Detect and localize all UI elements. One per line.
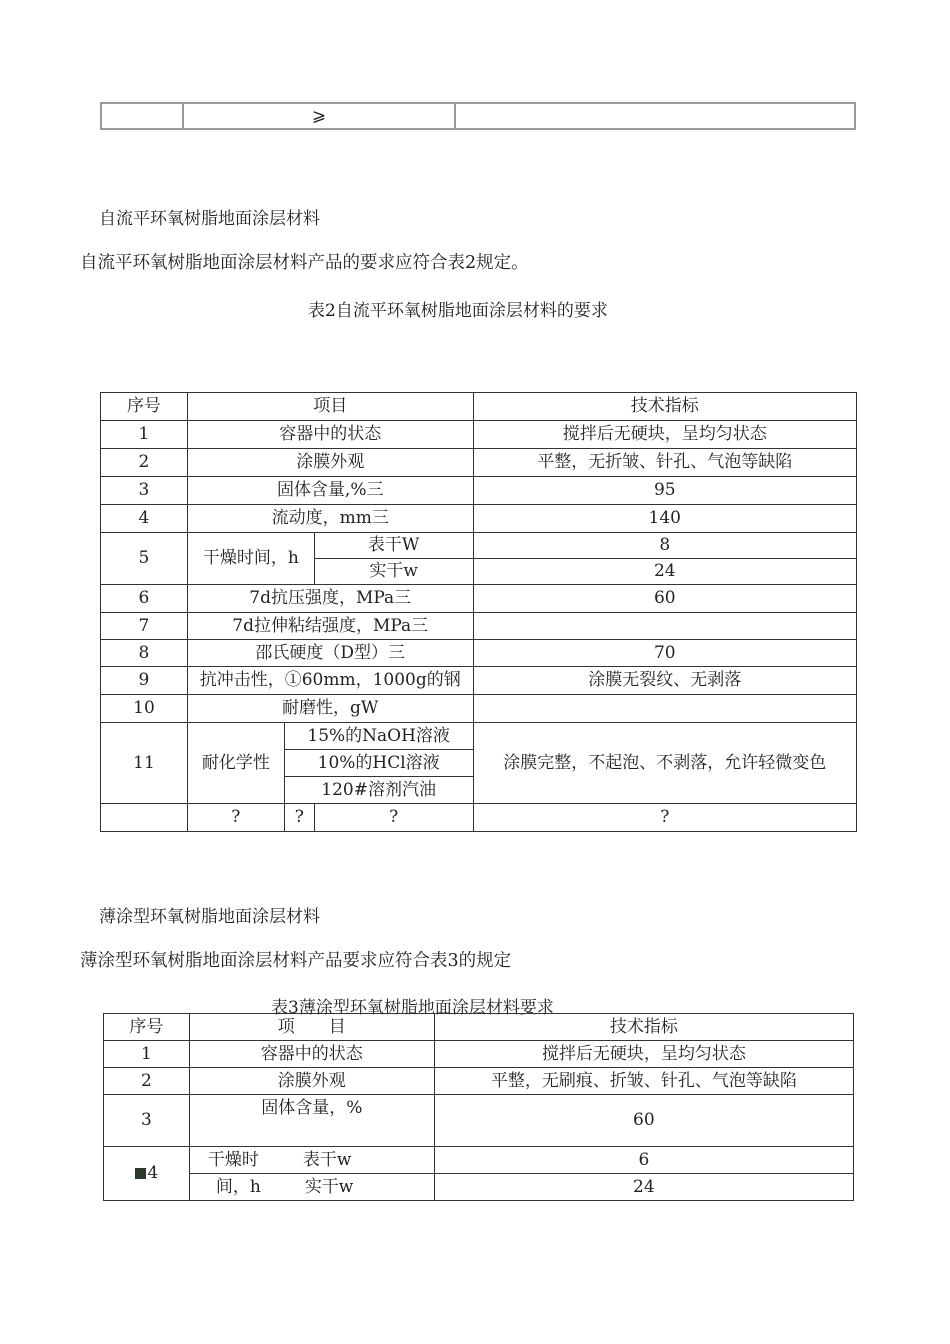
table-cell: 8 — [473, 533, 856, 559]
table-cell: 3 — [101, 477, 188, 505]
header-cell: 项 目 — [189, 1014, 434, 1041]
table-cell: 60 — [434, 1095, 853, 1147]
header-cell: 技术指标 — [434, 1014, 853, 1041]
section-heading: 薄涂型环氧树脂地面涂层材料 — [99, 907, 320, 927]
table-cell: 涂膜外观 — [189, 1068, 434, 1095]
table-cell: 3 — [104, 1095, 190, 1147]
table-cell: 7d抗压强度，MPa三 — [187, 585, 473, 613]
table-cell: 固体含量，% — [189, 1095, 434, 1147]
table-cell — [101, 103, 183, 129]
table-cell: 1 — [104, 1041, 190, 1068]
table-cell: 涂膜外观 — [187, 449, 473, 477]
table-cell: 2 — [104, 1068, 190, 1095]
table-cell: 60 — [473, 585, 856, 613]
table-cell: 干燥时间，h — [187, 533, 314, 585]
table-cell: 抗冲击性，①60mm，1000g的钢 — [187, 667, 473, 695]
table-cell: 15%的NaOH溶液 — [284, 723, 473, 750]
table-cell — [189, 1174, 434, 1201]
table-cell — [473, 613, 856, 640]
table-cell: 邵氏硬度（D型）三 — [187, 640, 473, 667]
table-cell: 10%的HCl溶液 — [284, 750, 473, 777]
table-cell: 7 — [101, 613, 188, 640]
table-cell: 6 — [434, 1147, 853, 1174]
section-heading: 自流平环氧树脂地面涂层材料 — [99, 209, 320, 229]
table-cell: ? — [284, 804, 314, 832]
table-cell: 耐磨性，gW — [187, 695, 473, 723]
table-cell: 表干W — [314, 533, 473, 559]
table-cell: ? — [187, 804, 284, 832]
bullet-square-icon — [135, 1168, 146, 1179]
table-cell — [189, 1147, 434, 1174]
section-intro: 薄涂型环氧树脂地面涂层材料产品要求应符合表3的规定 — [80, 951, 512, 971]
section-intro: 自流平环氧树脂地面涂层材料产品的要求应符合表2规定。 — [80, 253, 529, 273]
table-cell: 搅拌后无硬块，呈均匀状态 — [434, 1041, 853, 1068]
table-cell: 70 — [473, 640, 856, 667]
table-cell — [455, 103, 855, 129]
header-cell: 序号 — [104, 1014, 190, 1041]
table-fragment — [100, 102, 856, 130]
table-cell: ? — [314, 804, 473, 832]
header-cell: 项目 — [187, 393, 473, 421]
table-cell: 涂膜完整，不起泡、不剥落，允许轻微变色 — [473, 723, 856, 804]
table-cell: 容器中的状态 — [189, 1041, 434, 1068]
table-cell: 95 — [473, 477, 856, 505]
table-cell: 4 — [101, 505, 188, 533]
table-cell: ? — [473, 804, 856, 832]
table-cell: 耐化学性 — [187, 723, 284, 804]
table-cell: 120#溶剂汽油 — [284, 777, 473, 804]
row-number: 4 — [147, 1163, 159, 1184]
row-item: 间，h — [215, 1176, 261, 1197]
table-3 — [103, 1013, 854, 1201]
table-cell: 平整，无刷痕、折皱、针孔、气泡等缺陷 — [434, 1068, 853, 1095]
geq-symbol: ⩾ — [311, 105, 327, 126]
table-cell: 7d拉伸粘结强度，MPa三 — [187, 613, 473, 640]
table-cell: 平整，无折皱、针孔、气泡等缺陷 — [473, 449, 856, 477]
table-cell: 1 — [101, 421, 188, 449]
table-cell: 6 — [101, 585, 188, 613]
table-cell: 9 — [101, 667, 188, 695]
table-cell: 10 — [101, 695, 188, 723]
row-item: 干燥时 — [207, 1149, 259, 1170]
header-cell: 技术指标 — [473, 393, 856, 421]
table-cell: 实干w — [314, 559, 473, 585]
table-cell: 140 — [473, 505, 856, 533]
table-cell — [104, 1147, 190, 1201]
row-subitem: 实干w — [304, 1176, 354, 1197]
table-caption: 表3薄涂型环氧树脂地面涂层材料要求 — [271, 998, 554, 1018]
table-caption: 表2自流平环氧树脂地面涂层材料的要求 — [308, 301, 608, 321]
table-cell: 5 — [101, 533, 188, 585]
table-cell — [101, 804, 188, 832]
header-cell: 序号 — [101, 393, 188, 421]
table-cell: 2 — [101, 449, 188, 477]
table-cell: 流动度，mm三 — [187, 505, 473, 533]
row-subitem: 表干w — [302, 1149, 352, 1170]
table-2 — [100, 392, 857, 832]
table-cell — [183, 103, 455, 129]
table-cell: 搅拌后无硬块，呈均匀状态 — [473, 421, 856, 449]
table-cell: 24 — [434, 1174, 853, 1201]
table-cell — [473, 695, 856, 723]
table-cell: 容器中的状态 — [187, 421, 473, 449]
table-cell: 涂膜无裂纹、无剥落 — [473, 667, 856, 695]
table-cell: 24 — [473, 559, 856, 585]
table-cell: 固体含量,%三 — [187, 477, 473, 505]
table-cell: 8 — [101, 640, 188, 667]
table-cell: 11 — [101, 723, 188, 804]
